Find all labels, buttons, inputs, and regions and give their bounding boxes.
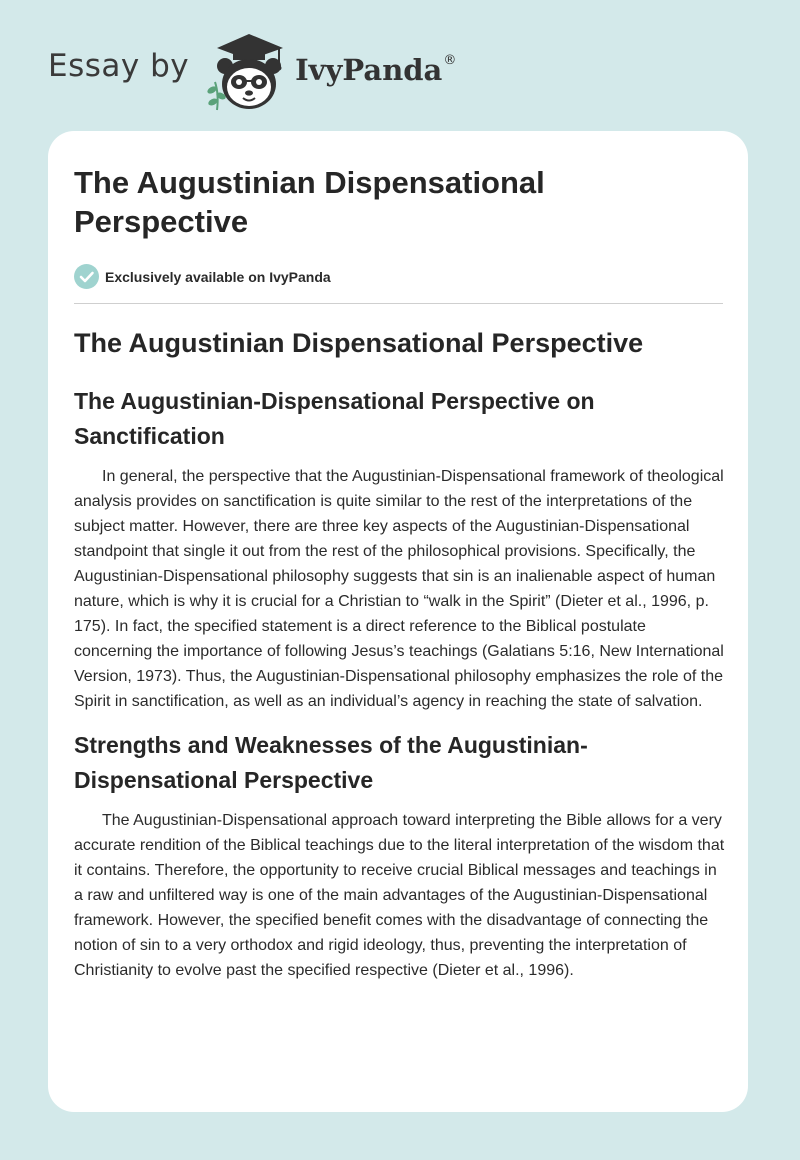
exclusive-badge bbox=[74, 264, 331, 289]
registered-mark: ® bbox=[443, 52, 457, 68]
site-header bbox=[48, 32, 456, 112]
essay-by-label: Essay by bbox=[48, 48, 190, 84]
section-heading: The Augustinian-Dispensational Perspective on Sanctification bbox=[74, 388, 595, 449]
panda-graduate-icon bbox=[203, 32, 293, 112]
document-title: The Augustinian Dispensational Perspective bbox=[74, 165, 545, 239]
check-icon bbox=[74, 264, 99, 289]
section-paragraph: In general, the perspective that the Augustinian-Dispensational framework of theological analysis provides on sanctification is quite similar to the rest of the interpretations of the subject matter. However, there are three key aspects of the Augustinian-Dispensational standpoint that single it out from the rest of the philosophical provisions. Specifically, the Augustinian-Dispensational philosophy suggests that sin is an inalienable aspect of human nature, which is why it is crucial for a Christian to “walk in the Spirit” (Dieter et al., 1996, p. 175). In fact, the specified statement is a direct reference to the Biblical postulate concerning the importance of following Jesus’s teachings (Galatians 5:16, New International Version, 1973). Thus, the Augustinian-Dispensational philosophy emphasizes the role of the Spirit in sanctification, as well as an individual’s agency in reaching the state of salvation. bbox=[74, 468, 724, 710]
divider bbox=[74, 303, 723, 304]
essay-content bbox=[74, 324, 726, 983]
essay-card bbox=[48, 131, 748, 1112]
brand-name: IvyPanda bbox=[295, 53, 443, 87]
section-heading: Strengths and Weaknesses of the Augustinian-Dispensational Perspective bbox=[74, 732, 588, 793]
exclusive-label: Exclusively available on IvyPanda bbox=[105, 268, 331, 285]
section-paragraph: The Augustinian-Dispensational approach toward interpreting the Bible allows for a very accurate rendition of the Biblical teachings due to the literal interpretation of the wisdom that it contains. Therefore, the opportunity to receive crucial Biblical messages and teachings in a raw and unfiltered way is one of the main advantages of the Augustinian-Dispensational framework. However, the specified benefit comes with the disadvantage of connecting the notion of sin to a very orthodox and rigid ideology, thus, preventing the interpretation of Christianity to evolve past the specified respective (Dieter et al., 1996). bbox=[74, 812, 725, 979]
essay-heading: The Augustinian Dispensational Perspective bbox=[74, 328, 644, 358]
